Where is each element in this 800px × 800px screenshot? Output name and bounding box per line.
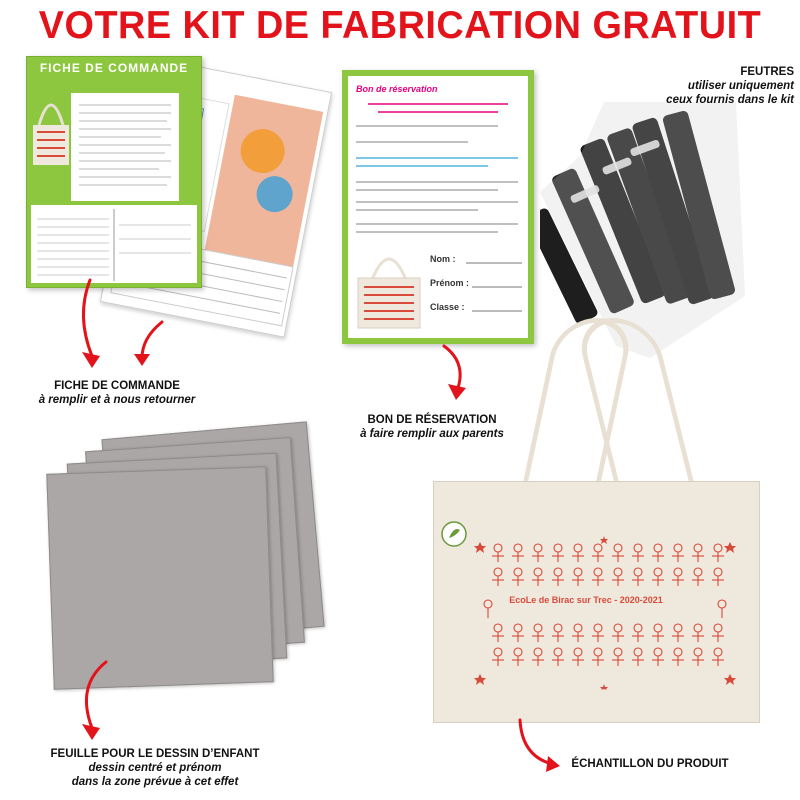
drawing-sheet-caption xyxy=(30,748,280,789)
arrow-product xyxy=(512,716,562,776)
reservation-field-firstname-line xyxy=(472,286,522,288)
markers-pack-drawing xyxy=(540,96,745,358)
reservation-field-class: Classe : xyxy=(430,302,465,312)
reservation-field-name: Nom : xyxy=(430,254,456,264)
markers-caption-sub-1: utiliser uniquement xyxy=(687,79,794,92)
order-form-order-table xyxy=(31,205,197,283)
drawing-sheet-caption-title: FEUILLE POUR LE DESSIN D’ENFANT xyxy=(50,748,260,760)
reservation-caption-sub: à faire remplir aux parents xyxy=(360,427,504,440)
tote-print-drawings xyxy=(474,534,736,690)
reservation-coupon-inner xyxy=(348,76,528,338)
product-caption xyxy=(560,758,740,772)
markers-caption xyxy=(614,66,794,107)
reservation-caption xyxy=(322,414,542,442)
page-title: VOTRE KIT DE FABRICATION GRATUIT xyxy=(38,4,762,47)
product-caption-title: ÉCHANTILLON DU PRODUIT xyxy=(571,758,729,770)
drawing-sheet-caption-sub-2: dans la zone prévue à cet effet xyxy=(71,775,239,788)
reservation-field-name-line xyxy=(466,262,522,264)
arrow-order-form-2 xyxy=(128,318,168,368)
order-form-bag-illustration xyxy=(31,85,71,195)
order-form-info-lines xyxy=(71,93,179,201)
arrow-order-form xyxy=(70,276,110,370)
tote-print-area xyxy=(474,534,736,690)
order-form-caption-sub: à remplir et à nous retourner xyxy=(38,393,196,406)
reservation-coupon-text-lines xyxy=(348,98,528,238)
arrow-reservation xyxy=(436,342,476,402)
reservation-field-class-line xyxy=(472,310,522,312)
reservation-caption-title: BON DE RÉSERVATION xyxy=(367,414,497,426)
markers-pack-image xyxy=(540,96,745,358)
reservation-coupon-header: Bon de réservation xyxy=(356,84,438,94)
reservation-bag-illustration xyxy=(354,242,424,332)
markers-caption-sub-2: ceux fournis dans le kit xyxy=(666,93,794,106)
markers-caption-title: FEUTRES xyxy=(740,66,794,78)
drawing-sheet-caption-sub-1: dessin centré et prénom xyxy=(88,761,222,774)
organic-label-icon xyxy=(440,520,468,548)
arrow-drawing-sheet xyxy=(70,656,116,742)
order-form-front-page xyxy=(26,56,202,288)
tote-school-text: EcoLe de Birac sur Trec - 2020-2021 xyxy=(509,595,663,605)
reservation-field-firstname: Prénom : xyxy=(430,278,470,288)
order-form-header: FICHE DE COMMANDE xyxy=(39,61,189,75)
order-form-info-box xyxy=(71,93,179,201)
order-form-table-lines xyxy=(31,205,197,285)
order-form-caption xyxy=(14,380,220,408)
reservation-coupon-image xyxy=(342,70,534,344)
order-form-caption-title: FICHE DE COMMANDE xyxy=(54,380,180,392)
